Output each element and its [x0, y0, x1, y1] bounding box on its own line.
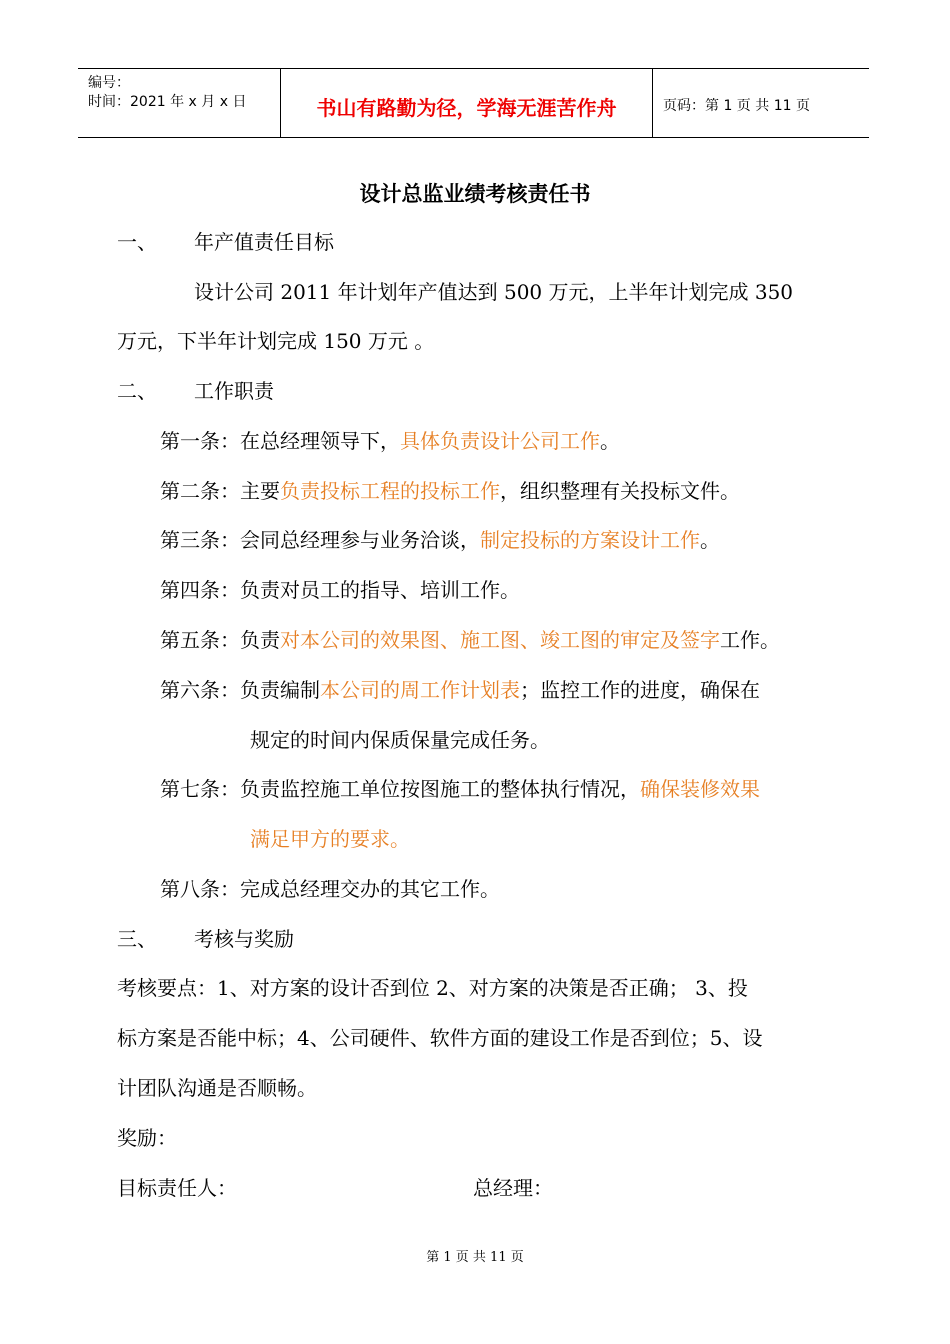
duty-highlight: 确保装修效果 [640, 777, 760, 801]
duty-highlight: 对本公司的效果图、施工图、竣工图的审定及签字 [280, 628, 720, 652]
duty-text-end: 。 [700, 528, 720, 552]
header-motto-cell [281, 69, 653, 137]
duty-text: 负责对员工的指导、培训工作。 [240, 578, 520, 602]
duty-item-3 [160, 528, 720, 552]
duty-highlight: 具体负责设计公司工作 [400, 429, 600, 453]
duty-text-end: 工作。 [720, 628, 780, 652]
header-page-cell [653, 69, 869, 137]
section1-line1: 设计公司 2011 年计划年产值达到 500 万元，上半年计划完成 350 [194, 280, 794, 304]
duty-item-6-cont: 规定的时间内保质保量完成任务。 [250, 728, 550, 752]
section2-number: 二、 [117, 379, 157, 403]
section2-heading: 工作职责 [194, 379, 274, 403]
duty-text-end: ，组织整理有关投标文件。 [500, 479, 740, 503]
assessment-line1: 考核要点：1、对方案的设计否到位 2、对方案的决策是否正确； 3、投 [117, 976, 748, 1000]
section3-heading: 考核与奖励 [194, 927, 294, 951]
page-footer: 第 1 页 共 11 页 [426, 1250, 524, 1265]
document-time-label: 时间：2021 年 x 月 x 日 [88, 94, 247, 110]
duty-item-1 [160, 429, 620, 453]
assessment-line3: 计团队沟通是否顺畅。 [117, 1076, 317, 1100]
duty-label: 第八条： [160, 877, 240, 901]
duty-text-end: 。 [600, 429, 620, 453]
duty-text-end: ；监控工作的进度，确保在 [520, 678, 760, 702]
header-page-info: 页码：第 1 页 共 11 页 [663, 98, 810, 114]
signature-general-manager: 总经理： [473, 1176, 553, 1200]
duty-item-2 [160, 479, 740, 503]
duty-item-4 [160, 578, 520, 602]
duty-label: 第五条： [160, 628, 240, 652]
duty-text: 负责编制 [240, 678, 320, 702]
assessment-line2: 标方案是否能中标；4、公司硬件、软件方面的建设工作是否到位；5、设 [117, 1026, 763, 1050]
section1-heading: 年产值责任目标 [194, 230, 334, 254]
duty-text: 会同总经理参与业务洽谈， [240, 528, 480, 552]
document-number-label: 编号： [88, 75, 130, 91]
duty-text: 负责监控施工单位按图施工的整体执行情况， [240, 777, 640, 801]
section3-number: 三、 [117, 927, 157, 951]
duty-item-7 [160, 777, 760, 801]
signature-responsible-person: 目标责任人： [117, 1176, 237, 1200]
document-title: 设计总监业绩考核责任书 [359, 182, 591, 206]
document-header [78, 68, 869, 138]
duty-item-6 [160, 678, 760, 702]
duty-item-5 [160, 628, 780, 652]
duty-highlight: 本公司的周工作计划表 [320, 678, 520, 702]
duty-highlight: 制定投标的方案设计工作 [480, 528, 700, 552]
duty-label: 第七条： [160, 777, 240, 801]
duty-text: 在总经理领导下， [240, 429, 400, 453]
duty-label: 第二条： [160, 479, 240, 503]
duty-label: 第一条： [160, 429, 240, 453]
duty-text: 主要 [240, 479, 280, 503]
section1-line2: 万元，下半年计划完成 150 万元 。 [117, 329, 435, 353]
duty-text: 完成总经理交办的其它工作。 [240, 877, 500, 901]
duty-item-8 [160, 877, 500, 901]
reward-label: 奖励： [117, 1126, 177, 1150]
duty-item-7-cont: 满足甲方的要求。 [250, 827, 410, 851]
header-meta-cell [78, 69, 281, 137]
duty-label: 第六条： [160, 678, 240, 702]
duty-text: 负责 [240, 628, 280, 652]
duty-label: 第三条： [160, 528, 240, 552]
section1-number: 一、 [117, 230, 157, 254]
duty-label: 第四条： [160, 578, 240, 602]
duty-highlight: 负责投标工程的投标工作 [280, 479, 500, 503]
header-motto: 书山有路勤为径，学海无涯苦作舟 [316, 96, 617, 120]
